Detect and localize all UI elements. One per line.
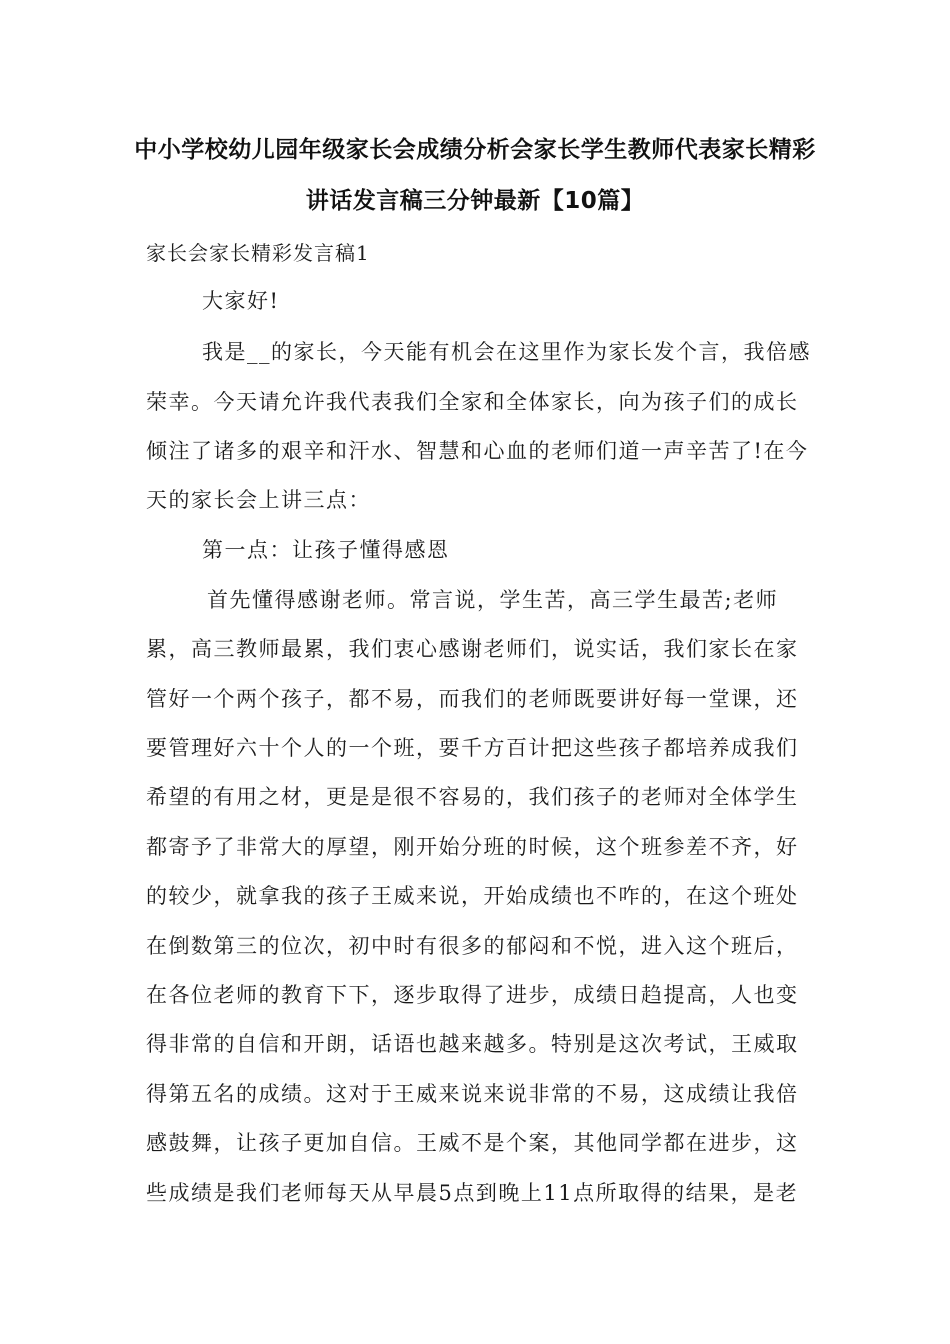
paragraph-line: 天的家长会上讲三点： xyxy=(146,488,371,512)
paragraph-line: 得非常的自信和开朗，话语也越来越多。特别是这次考试，王威取 xyxy=(146,1032,799,1056)
paragraph-line: 首先懂得感谢老师。常言说，学生苦，高三学生最苦;老师 xyxy=(207,588,779,612)
paragraph-line: 在各位老师的教育下下，逐步取得了进步，成绩日趋提高，人也变 xyxy=(146,983,799,1007)
paragraph-line: 倾注了诸多的艰辛和汗水、智慧和心血的老师们道一声辛苦了!在今 xyxy=(146,439,809,463)
paragraph-line: 累，高三教师最累，我们衷心感谢老师们，说实话，我们家长在家 xyxy=(146,637,799,661)
paragraph-line: 希望的有用之材，更是是很不容易的，我们孩子的老师对全体学生 xyxy=(146,785,799,809)
paragraph-line: 得第五名的成绩。这对于王威来说来说非常的不易，这成绩让我倍 xyxy=(146,1082,799,1106)
section-heading: 家长会家长精彩发言稿1 xyxy=(146,241,370,265)
point-heading: 第一点：让孩子懂得感恩 xyxy=(202,538,450,562)
paragraph-line: 的较少，就拿我的孩子王威来说，开始成绩也不咋的，在这个班处 xyxy=(146,884,799,908)
document-title-line-1: 中小学校幼儿园年级家长会成绩分析会家长学生教师代表家长精彩 xyxy=(134,137,816,163)
paragraph-line: 要管理好六十个人的一个班，要千方百计把这些孩子都培养成我们 xyxy=(146,736,799,760)
paragraph-line: 荣幸。今天请允许我代表我们全家和全体家长，向为孩子们的成长 xyxy=(146,390,799,414)
paragraph-line: 管好一个两个孩子，都不易，而我们的老师既要讲好每一堂课，还 xyxy=(146,687,799,711)
paragraph-line: 在倒数第三的位次，初中时有很多的郁闷和不悦，进入这个班后， xyxy=(146,934,799,958)
paragraph-line: 些成绩是我们老师每天从早晨5点到晚上11点所取得的结果，是老 xyxy=(146,1181,799,1205)
paragraph-line: 感鼓舞，让孩子更加自信。王威不是个案，其他同学都在进步，这 xyxy=(146,1131,799,1155)
paragraph-line: 都寄予了非常大的厚望，刚开始分班的时候，这个班参差不齐，好 xyxy=(146,835,799,859)
document-title-line-2: 讲话发言稿三分钟最新【10篇】 xyxy=(305,188,645,214)
paragraph-line: 我是__的家长，今天能有机会在这里作为家长发个言，我倍感 xyxy=(202,340,811,364)
greeting-line: 大家好! xyxy=(202,289,280,313)
